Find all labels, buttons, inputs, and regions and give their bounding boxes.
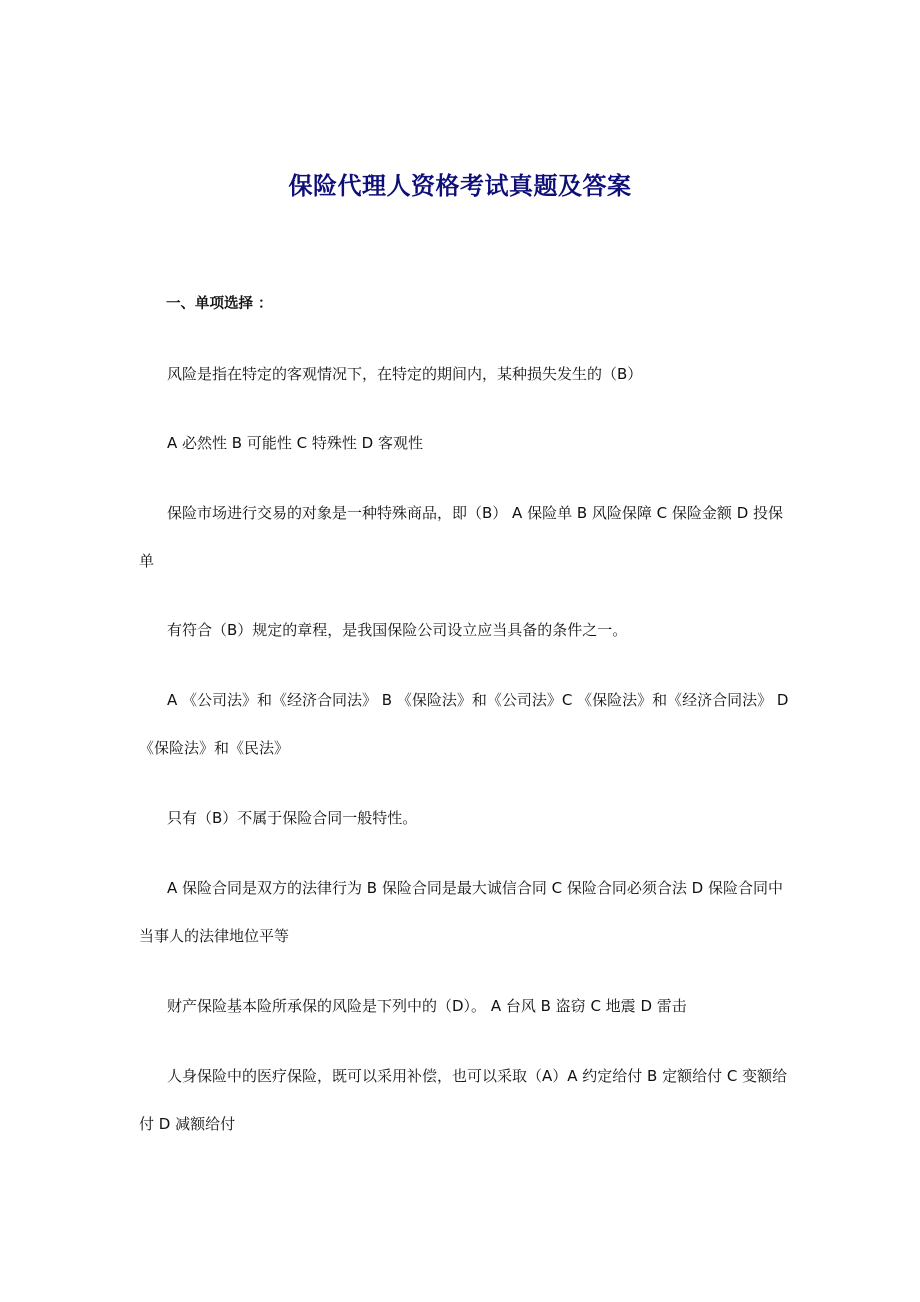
question-1-stem: 风险是指在特定的客观情况下，在特定的期间内，某种损失发生的（B） — [167, 365, 643, 383]
question-6: 人身保险中的医疗保险，既可以采用补偿，也可以采取（A）A 约定给付 B 定额给付 C 变额给付 D 减额给付 — [139, 1067, 788, 1133]
question-4-stem: 只有（B）不属于保险合同一般特性。 — [167, 809, 418, 827]
question-3-options: A 《公司法》和《经济合同法》 B 《保险法》和《公司法》C 《保险法》和《经济合同法》 D 《保险法》和《民法》 — [139, 691, 789, 757]
question-5: 财产保险基本险所承保的风险是下列中的（D）。 A 台风 B 盗窃 C 地震 D 雷击 — [167, 997, 687, 1015]
question-3-stem: 有符合（B）规定的章程，是我国保险公司设立应当具备的条件之一。 — [167, 621, 628, 639]
section-heading: 一、单项选择 ： — [166, 296, 273, 312]
question-1-options: A 必然性 B 可能性 C 特殊性 D 客观性 — [167, 434, 423, 452]
question-2: 保险市场进行交易的对象是一种特殊商品，即（B） A 保险单 B 风险保障 C 保险金额 D 投保单 — [139, 504, 784, 570]
question-4-options: A 保险合同是双方的法律行为 B 保险合同是最大诚信合同 C 保险合同必须合法 D 保险合同中当事人的法律地位平等 — [139, 879, 783, 945]
document-title: 保险代理人资格考试真题及答案 — [288, 172, 632, 200]
